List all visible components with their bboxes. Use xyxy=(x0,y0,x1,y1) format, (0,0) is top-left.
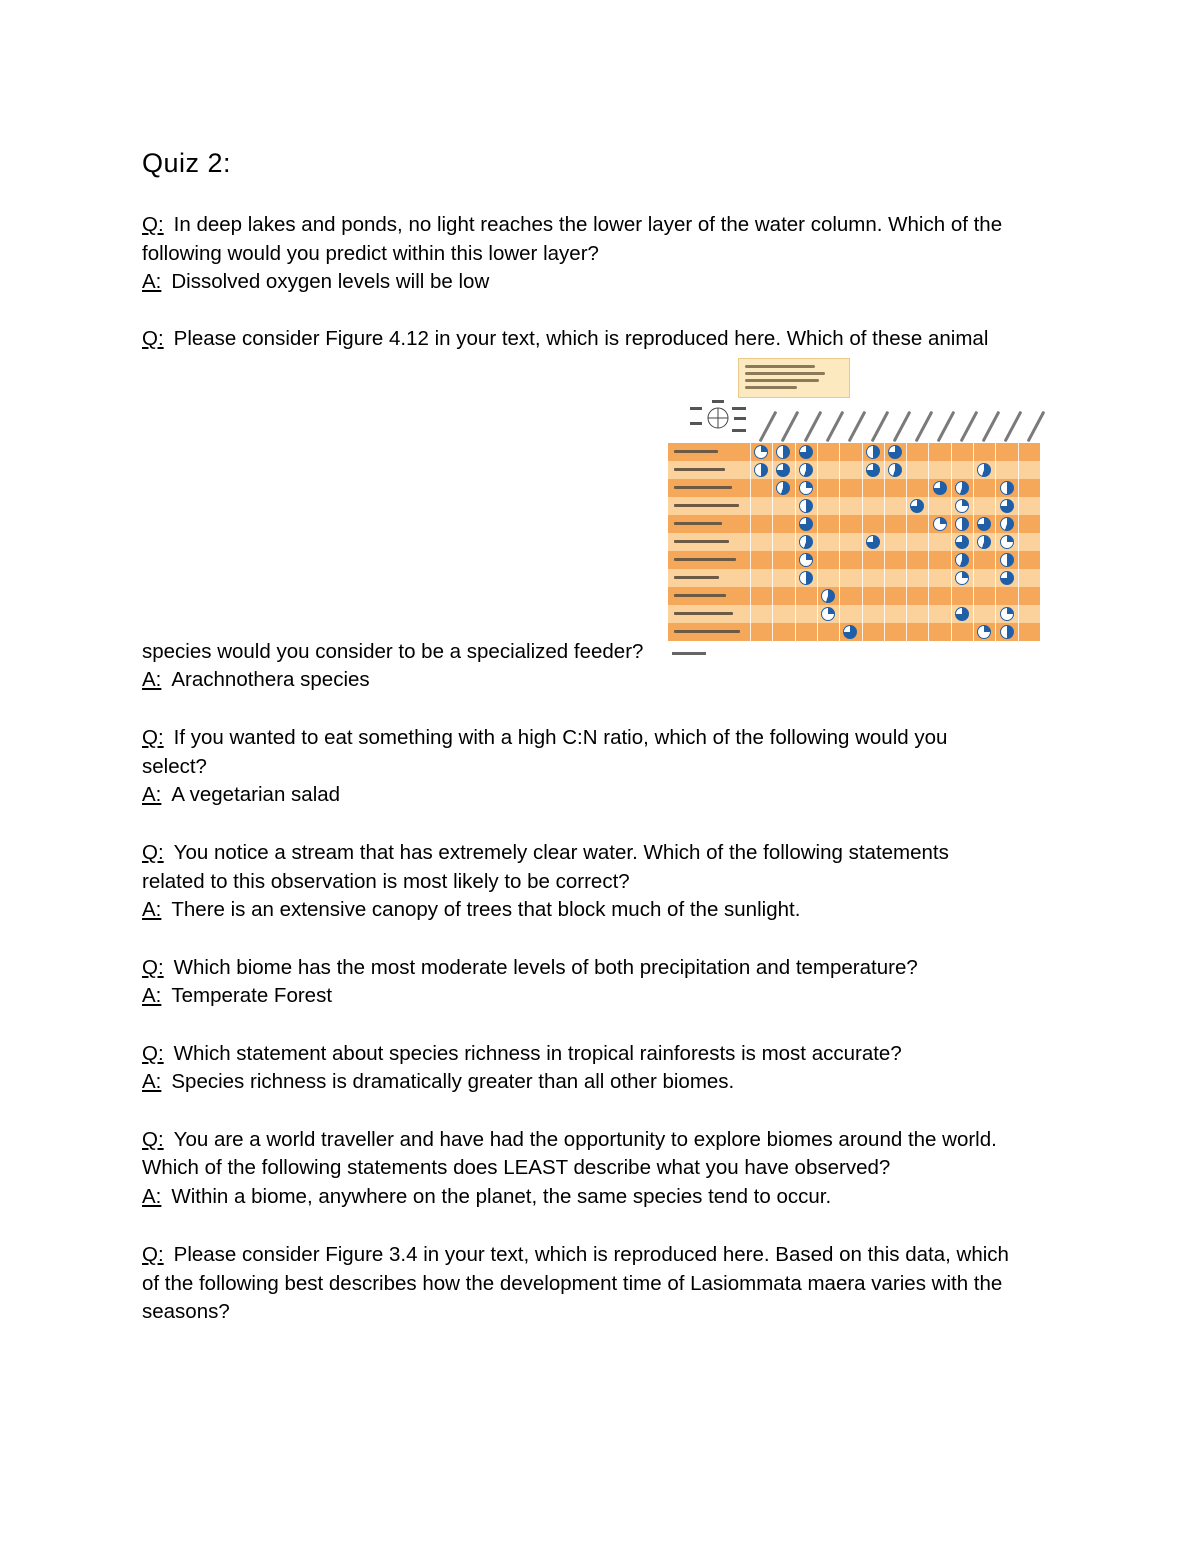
column-label xyxy=(870,411,889,442)
line-text: In deep lakes and ponds, no light reaches the lower layer of the water column. Which of the xyxy=(173,213,1003,236)
line-text: There is an extensive canopy of trees that block much of the sunlight. xyxy=(171,898,801,921)
grid-row xyxy=(668,569,1040,587)
line-text: of the following best describes how the development time of Lasiommata maera varies with the xyxy=(142,1272,1003,1295)
species-label xyxy=(668,551,750,569)
species-label xyxy=(668,479,750,497)
column-label xyxy=(781,411,800,442)
column-label xyxy=(1004,411,1023,442)
species-label xyxy=(668,569,750,587)
fruiting-pie-marker xyxy=(977,463,991,477)
line-text: following would you predict within this lower layer? xyxy=(142,242,599,265)
grid-divider xyxy=(772,443,773,641)
grid-divider xyxy=(862,443,863,641)
question-line xyxy=(142,1125,997,1154)
line-text: Arachnothera species xyxy=(171,668,370,691)
fruiting-pie-marker xyxy=(977,535,991,549)
fruiting-pie-marker xyxy=(1000,571,1014,585)
answer-label: A: xyxy=(142,1185,162,1208)
line-text: Species richness is dramatically greater than all other biomes. xyxy=(171,1070,735,1093)
fruiting-pie-marker xyxy=(1000,535,1014,549)
line-text: If you wanted to eat something with a high C:N ratio, which of the following would you xyxy=(173,726,948,749)
fruiting-pie-marker xyxy=(799,499,813,513)
fruiting-pie-marker xyxy=(977,517,991,531)
grid-divider xyxy=(795,443,796,641)
question-label: Q: xyxy=(142,841,164,864)
question-line xyxy=(142,723,947,752)
continuation-line xyxy=(142,752,207,781)
answer-label: A: xyxy=(142,898,162,921)
line-text: Please consider Figure 4.12 in your text, which is reproduced here. Which of these animal xyxy=(173,327,989,350)
fruiting-pie-marker xyxy=(1000,481,1014,495)
fruiting-pie-marker xyxy=(1000,553,1014,567)
figure-4-12 xyxy=(668,358,1048,668)
question-line xyxy=(142,324,988,353)
continuation-line xyxy=(142,637,643,666)
answer-line xyxy=(142,981,332,1010)
column-label xyxy=(982,411,1001,442)
fruiting-pie-marker xyxy=(754,463,768,477)
fruiting-pie-marker xyxy=(754,445,768,459)
answer-label: A: xyxy=(142,783,162,806)
species-label xyxy=(668,623,750,641)
fruiting-pie-marker xyxy=(955,481,969,495)
fruiting-pie-marker xyxy=(933,517,947,531)
continuation-line xyxy=(142,1153,890,1182)
grid-row xyxy=(668,461,1040,479)
grid-row xyxy=(668,551,1040,569)
fruiting-pie-marker xyxy=(866,445,880,459)
fruiting-pie-marker xyxy=(799,445,813,459)
answer-label: A: xyxy=(142,984,162,1007)
question-label: Q: xyxy=(142,1243,164,1266)
fruiting-pie-marker xyxy=(866,463,880,477)
question-label: Q: xyxy=(142,726,164,749)
fruiting-pie-marker xyxy=(955,499,969,513)
grid-divider xyxy=(750,443,751,641)
column-label xyxy=(893,411,912,442)
figure-credit xyxy=(672,652,706,655)
line-text: You are a world traveller and have had the opportunity to explore biomes around the world. xyxy=(173,1128,997,1151)
grid-divider xyxy=(995,443,996,641)
fruiting-pie-marker xyxy=(888,445,902,459)
grid-row xyxy=(668,479,1040,497)
grid-divider xyxy=(884,443,885,641)
seasonal-wheel-icon xyxy=(686,398,750,438)
answer-line xyxy=(142,665,370,694)
question-label: Q: xyxy=(142,1128,164,1151)
grid-row xyxy=(668,623,1040,641)
fruiting-pie-marker xyxy=(1000,517,1014,531)
fruiting-pie-marker xyxy=(776,463,790,477)
grid-divider xyxy=(951,443,952,641)
page-title: Quiz 2: xyxy=(142,148,232,178)
question-line xyxy=(142,953,918,982)
column-labels xyxy=(754,394,1044,444)
fruiting-pie-marker xyxy=(799,481,813,495)
line-text: seasons? xyxy=(142,1300,230,1323)
fruiting-pie-marker xyxy=(799,463,813,477)
fruiting-pie-marker xyxy=(955,571,969,585)
grid-divider xyxy=(906,443,907,641)
fruiting-pie-marker xyxy=(955,607,969,621)
line-text: select? xyxy=(142,755,207,778)
fruiting-pie-marker xyxy=(799,553,813,567)
column-label xyxy=(959,411,978,442)
species-label xyxy=(668,461,750,479)
question-label: Q: xyxy=(142,1042,164,1065)
grid-divider xyxy=(839,443,840,641)
species-label xyxy=(668,533,750,551)
fruiting-pie-marker xyxy=(955,553,969,567)
question-line xyxy=(142,210,1002,239)
fruiting-pie-marker xyxy=(888,463,902,477)
column-label xyxy=(759,411,778,442)
fruiting-pie-marker xyxy=(799,517,813,531)
grid-row xyxy=(668,605,1040,623)
line-text: A vegetarian salad xyxy=(171,783,341,806)
answer-line xyxy=(142,1182,831,1211)
fruiting-pie-marker xyxy=(776,445,790,459)
line-text: related to this observation is most likely to be correct? xyxy=(142,870,630,893)
species-label xyxy=(668,497,750,515)
grid-row xyxy=(668,515,1040,533)
fruiting-pie-marker xyxy=(977,625,991,639)
column-label xyxy=(848,411,867,442)
fruit-availability-grid xyxy=(668,443,1040,641)
species-label xyxy=(668,605,750,623)
fruiting-pie-marker xyxy=(1000,499,1014,513)
column-label xyxy=(803,411,822,442)
question-label: Q: xyxy=(142,327,164,350)
grid-divider xyxy=(973,443,974,641)
fruiting-pie-marker xyxy=(1000,625,1014,639)
fruiting-pie-marker xyxy=(866,535,880,549)
line-text: Within a biome, anywhere on the planet, the same species tend to occur. xyxy=(171,1185,832,1208)
fruiting-pie-marker xyxy=(910,499,924,513)
answer-line xyxy=(142,267,489,296)
continuation-line xyxy=(142,1269,1002,1298)
fruiting-pie-marker xyxy=(776,481,790,495)
answer-label: A: xyxy=(142,270,162,293)
continuation-line xyxy=(142,239,599,268)
species-label xyxy=(668,443,750,461)
grid-row xyxy=(668,497,1040,515)
fruiting-pie-marker xyxy=(955,517,969,531)
fruiting-pie-marker xyxy=(799,535,813,549)
question-line xyxy=(142,1240,1009,1269)
grid-divider xyxy=(928,443,929,641)
fruiting-pie-marker xyxy=(821,607,835,621)
continuation-line xyxy=(142,867,630,896)
species-label xyxy=(668,515,750,533)
question-label: Q: xyxy=(142,956,164,979)
grid-row xyxy=(668,533,1040,551)
line-text: Which statement about species richness in tropical rainforests is most accurate? xyxy=(173,1042,902,1065)
fruiting-pie-marker xyxy=(933,481,947,495)
species-label xyxy=(668,587,750,605)
fruiting-pie-marker xyxy=(799,571,813,585)
column-label xyxy=(826,411,845,442)
line-text: Temperate Forest xyxy=(171,984,333,1007)
grid-row xyxy=(668,587,1040,605)
question-line xyxy=(142,838,949,867)
column-label xyxy=(1026,411,1045,442)
answer-label: A: xyxy=(142,668,162,691)
fruiting-pie-marker xyxy=(1000,607,1014,621)
figure-caption-box xyxy=(738,358,850,398)
line-text: Which of the following statements does LEAST describe what you have observed? xyxy=(142,1156,891,1179)
question-line xyxy=(142,1039,902,1068)
grid-divider xyxy=(817,443,818,641)
line-text: You notice a stream that has extremely clear water. Which of the following statements xyxy=(173,841,949,864)
answer-line xyxy=(142,1067,734,1096)
grid-divider xyxy=(1040,443,1041,641)
question-label: Q: xyxy=(142,213,164,236)
column-label xyxy=(915,411,934,442)
answer-line xyxy=(142,780,340,809)
line-text: species would you consider to be a specialized feeder? xyxy=(142,640,644,663)
fruiting-pie-marker xyxy=(955,535,969,549)
column-label xyxy=(937,411,956,442)
answer-label: A: xyxy=(142,1070,162,1093)
line-text: Please consider Figure 3.4 in your text, which is reproduced here. Based on this data, which xyxy=(173,1243,1009,1266)
line-text: Which biome has the most moderate levels of both precipitation and temperature? xyxy=(173,956,918,979)
grid-row xyxy=(668,443,1040,461)
fruiting-pie-marker xyxy=(843,625,857,639)
continuation-line xyxy=(142,1297,230,1326)
grid-divider xyxy=(1018,443,1019,641)
fruiting-pie-marker xyxy=(821,589,835,603)
line-text: Dissolved oxygen levels will be low xyxy=(171,270,490,293)
answer-line xyxy=(142,895,800,924)
